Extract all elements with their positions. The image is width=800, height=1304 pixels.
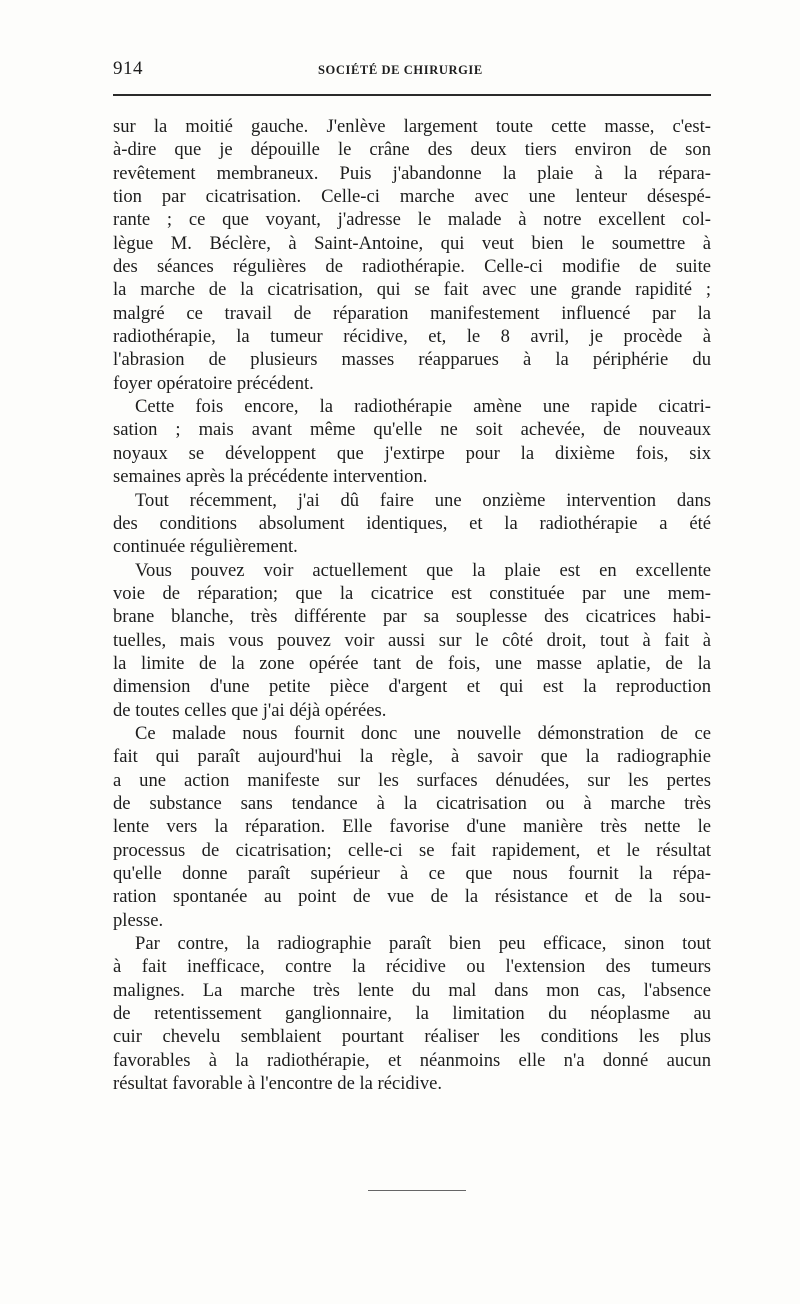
text-line: Ce malade nous fournit donc une nouvelle démonstration de ce xyxy=(135,722,711,744)
text-line: foyer opératoire précédent. xyxy=(113,372,314,394)
text-line: de retentissement ganglionnaire, la limitation du néoplasme au xyxy=(113,1003,711,1025)
paragraph-4 xyxy=(113,559,711,722)
text-line: semaines après la précédente intervention. xyxy=(113,466,428,488)
text-line: dimension d'une petite pièce d'argent et qui est la reproduction xyxy=(113,676,711,698)
text-line: plesse. xyxy=(113,909,164,931)
text-line: brane blanche, très différente par sa souplesse des cicatrices habi- xyxy=(113,606,711,628)
text-line: à fait inefficace, contre la récidive ou l'extension des tumeurs xyxy=(113,956,711,978)
text-line: qu'elle donne paraît supérieur à ce que nous fournit la répa- xyxy=(113,863,711,884)
text-line: Tout récemment, j'ai dû faire une onzième intervention dans xyxy=(135,489,711,511)
text-line: à-dire que je dépouille le crâne des deux tiers environ de son xyxy=(113,139,711,161)
body-text xyxy=(113,115,711,1095)
text-line: tion par cicatrisation. Celle-ci marche avec une lenteur désespé- xyxy=(113,186,711,208)
text-line: voie de réparation; que la cicatrice est constituée par une mem- xyxy=(113,582,711,604)
paragraph-3 xyxy=(113,489,711,559)
text-line: fait qui paraît aujourd'hui la règle, à savoir que la radiographie xyxy=(113,746,711,768)
text-line: Vous pouvez voir actuellement que la plaie est en excellente xyxy=(135,559,711,581)
text-line: ration spontanée au point de vue de la résistance et de la sou- xyxy=(113,886,711,908)
text-line: lègue M. Béclère, à Saint-Antoine, qui veut bien le soumettre à xyxy=(113,232,711,254)
text-line: la marche de la cicatrisation, qui se fait avec une grande rapidité ; xyxy=(113,279,711,301)
text-line: malignes. La marche très lente du mal dans mon cas, l'absence xyxy=(113,979,711,1001)
text-line: des conditions absolument identiques, et la radiothérapie a été xyxy=(113,512,711,534)
text-line: lente vers la réparation. Elle favorise d'une manière très nette le xyxy=(113,816,711,838)
text-line: sation ; mais avant même qu'elle ne soit achevée, de nouveaux xyxy=(113,419,711,441)
text-line: tuelles, mais vous pouvez voir aussi sur le côté droit, tout à fait à xyxy=(113,629,711,651)
text-line: continuée régulièrement. xyxy=(113,536,298,558)
text-line: l'abrasion de plusieurs masses réapparues à la périphérie du xyxy=(113,349,711,371)
footer-rule xyxy=(368,1190,466,1191)
text-line: noyaux se développent que j'extirpe pour la dixième fois, six xyxy=(113,442,711,464)
page-number: 914 xyxy=(113,58,143,79)
text-line: Par contre, la radiographie paraît bien peu efficace, sinon tout xyxy=(135,933,711,955)
text-line: sur la moitié gauche. J'enlève largement toute cette masse, c'est- xyxy=(113,116,711,137)
text-line: revêtement membraneux. Puis j'abandonne la plaie à la répara- xyxy=(113,162,711,184)
text-line: malgré ce travail de réparation manifestement influencé par la xyxy=(113,302,711,324)
text-line: rante ; ce que voyant, j'adresse le malade à notre excellent col- xyxy=(113,209,711,231)
running-head xyxy=(113,58,713,84)
text-line: des séances régulières de radiothérapie. Celle-ci modifie de suite xyxy=(113,256,711,278)
paragraph-6 xyxy=(113,932,711,1095)
text-line: favorables à la radiothérapie, et néanmoins elle n'a donné aucun xyxy=(113,1049,711,1071)
text-line: Cette fois encore, la radiothérapie amène une rapide cicatri- xyxy=(135,396,711,418)
text-line: résultat favorable à l'encontre de la récidive. xyxy=(113,1073,443,1095)
text-line: a une action manifeste sur les surfaces dénudées, sur les pertes xyxy=(113,769,711,791)
text-line: de toutes celles que j'ai déjà opérées. xyxy=(113,699,387,721)
journal-title: SOCIÉTÉ DE CHIRURGIE xyxy=(318,63,483,77)
paragraph-1 xyxy=(113,115,711,395)
text-line: processus de cicatrisation; celle-ci se fait rapidement, et le résultat xyxy=(113,839,711,861)
paragraph-5 xyxy=(113,722,711,932)
paragraph-2 xyxy=(113,395,711,488)
header-rule xyxy=(113,94,711,96)
text-line: radiothérapie, la tumeur récidive, et, le 8 avril, je procède à xyxy=(113,326,711,348)
text-line: cuir chevelu semblaient pourtant réaliser les conditions les plus xyxy=(113,1026,711,1048)
text-line: de substance sans tendance à la cicatrisation ou à marche très xyxy=(113,792,711,814)
text-line: la limite de la zone opérée tant de fois, une masse aplatie, de la xyxy=(113,652,711,674)
